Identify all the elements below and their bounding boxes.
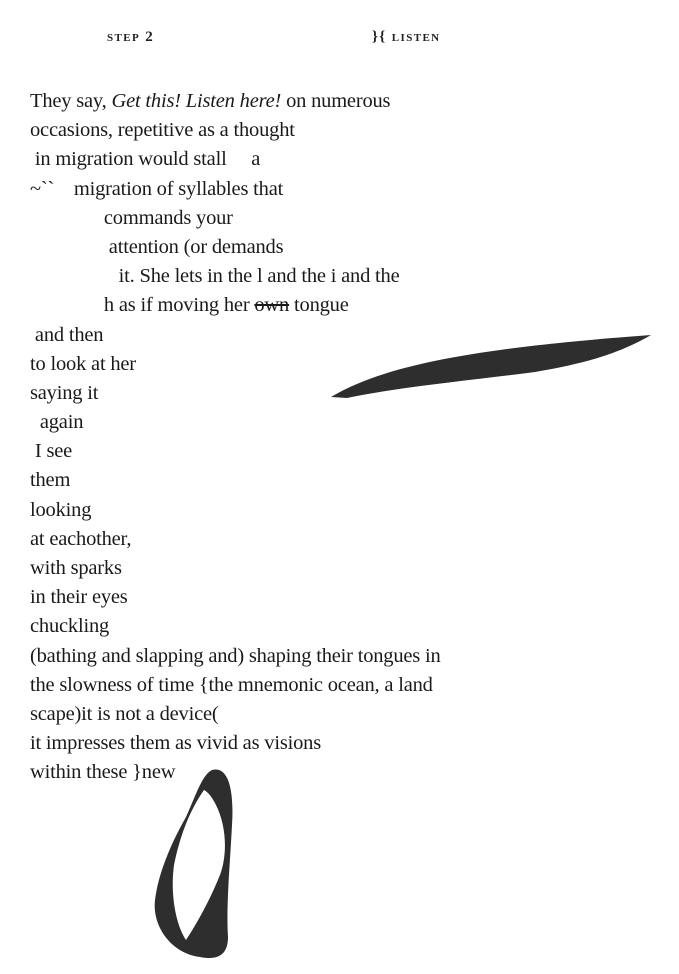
poem-line: at eachother,	[30, 527, 132, 550]
poem-line-text: h as if moving her	[30, 294, 255, 317]
poem-line: in migration would stall a	[30, 148, 261, 171]
poem-line	[30, 291, 650, 320]
poem-line: it. She lets in the l and the i and the	[30, 265, 400, 288]
brush-stroke-graphic	[325, 330, 657, 402]
strikethrough-text: own	[254, 294, 290, 317]
section-label: }{ listen	[372, 29, 441, 45]
poem-line: again	[30, 411, 84, 434]
poem-line: to look at her	[30, 352, 136, 375]
poem-line-text: on numerous	[281, 90, 391, 112]
poem-line	[30, 87, 650, 116]
poem-line-text: tongue	[289, 294, 349, 317]
poem-line: (bathing and slapping and) shaping their tongues in	[30, 644, 441, 667]
poem-line: it impresses them as vivid as visions	[30, 732, 321, 755]
poem-line: within these }new	[30, 761, 176, 784]
poem-line: scape)it is not a device(	[30, 702, 219, 725]
poem-line: in their eyes	[30, 586, 128, 609]
poem-line: commands your	[30, 206, 233, 229]
poem-body	[30, 87, 650, 788]
step-label: step 2	[107, 29, 155, 45]
poem-line: I see	[30, 440, 73, 463]
poem-line: chuckling	[30, 615, 110, 638]
poem-line: attention (or demands	[30, 235, 284, 258]
poem-line: saying it	[30, 381, 99, 404]
poem-italic-text: Get this! Listen here!	[111, 90, 282, 112]
poem-line-text: They say,	[30, 90, 112, 112]
loop-stroke-graphic	[150, 765, 240, 965]
poem-line: the slowness of time {the mnemonic ocean, a land	[30, 673, 433, 696]
poem-line: and then	[30, 323, 104, 346]
poem-line: with sparks	[30, 557, 122, 579]
poem-line: ~`` migration of syllables that	[30, 177, 284, 200]
poem-line: them	[30, 469, 71, 492]
poem-line: looking	[30, 498, 92, 521]
poem-line: occasions, repetitive as a thought	[30, 119, 295, 142]
